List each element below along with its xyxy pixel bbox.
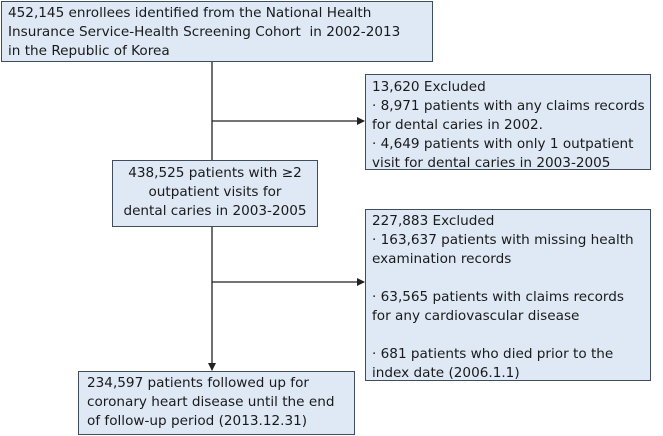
eligible-line-3: dental caries in 2003-2005 (123, 203, 307, 219)
enrollees-line-3: in the Republic of Korea (8, 43, 170, 59)
excluded-2-line-6: · 681 patients who died prior to the (372, 346, 614, 362)
excluded-2-header: 227,883 Excluded (372, 213, 495, 229)
excluded-2-box (365, 209, 651, 381)
enrollees-box (1, 1, 433, 62)
final-line-1: 234,597 patients followed up for (87, 375, 309, 391)
excluded-2-spacer (372, 269, 650, 288)
excluded-2-line-5: for any cardiovascular disease (372, 308, 580, 324)
enrollees-line-2: Insurance Service-Health Screening Cohort in 2002-2013 (8, 24, 401, 40)
excluded-1-line-5: visit for dental caries in 2003-2005 (372, 155, 611, 171)
excluded-1-box (365, 74, 651, 170)
final-line-2: coronary heart disease until the end (87, 394, 335, 410)
enrollees-line-1: 452,145 enrollees identified from the National Health (8, 5, 372, 21)
eligible-line-2: outpatient visits for (148, 184, 282, 200)
excluded-1-line-2: · 8,971 patients with any claims records (372, 98, 645, 114)
final-line-3: of follow-up period (2013.12.31) (87, 413, 308, 429)
excluded-1-header: 13,620 Excluded (372, 79, 486, 95)
eligible-box (112, 160, 318, 227)
excluded-1-line-4: · 4,649 patients with only 1 outpatient (372, 136, 634, 152)
eligible-line-1: 438,525 patients with ≥2 (128, 165, 302, 181)
final-box (78, 371, 355, 435)
excluded-1-line-3: for dental caries in 2002. (372, 117, 543, 133)
excluded-2-line-3: examination records (372, 251, 512, 267)
excluded-2-spacer (372, 326, 650, 345)
excluded-2-line-2: · 163,637 patients with missing health (372, 232, 634, 248)
excluded-2-line-4: · 63,565 patients with claims records (372, 289, 624, 305)
excluded-2-line-7: index date (2006.1.1) (372, 365, 520, 381)
